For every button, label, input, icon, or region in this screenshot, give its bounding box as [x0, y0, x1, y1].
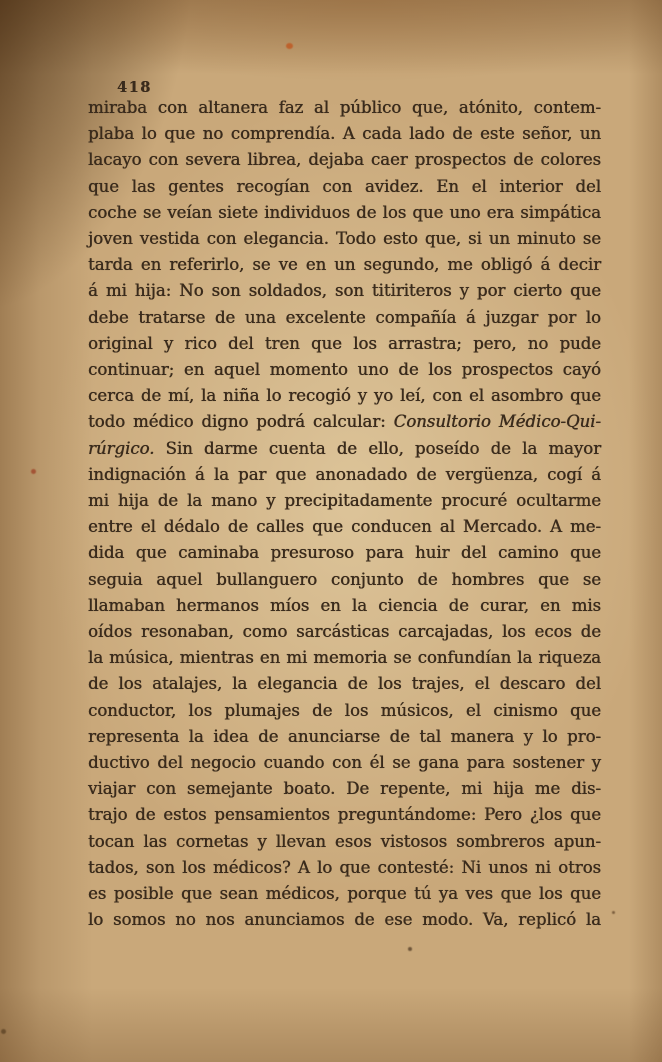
text-run: la música, mientras en mi memoria se confundían la riqueza	[88, 648, 601, 668]
text-line	[88, 383, 601, 409]
text-run: tarda en referirlo, se ve en un segundo, me obligó á decir	[88, 255, 601, 275]
text-run: dida que caminaba presuroso para huir del camino que	[88, 543, 601, 563]
stain-speck	[286, 43, 293, 49]
text-line	[88, 436, 601, 462]
text-line	[88, 200, 601, 226]
text-line	[88, 462, 601, 488]
text-line	[88, 645, 601, 671]
text-run: original y rico del tren que los arrastra; pero, no pude	[88, 333, 601, 353]
stain-speck	[408, 947, 412, 951]
text-run: Sin darme cuenta de ello, poseído de la mayor	[154, 438, 601, 458]
text-run: tocan las cornetas y llevan esos vistosos sombreros apun-	[88, 831, 601, 851]
page-text	[88, 95, 601, 934]
text-line	[88, 331, 601, 357]
text-run: ductivo del negocio cuando con él se gana para sostener y	[88, 753, 601, 773]
text-run: todo médico digno podrá calcular:	[88, 412, 394, 432]
text-line	[88, 252, 601, 278]
text-run: coche se veían siete individuos de los que uno era simpática	[88, 202, 601, 222]
text-line	[88, 619, 601, 645]
text-line	[88, 776, 601, 802]
text-line	[88, 95, 601, 121]
text-run: oídos resonaban, como sarcásticas carcajadas, los ecos de	[88, 622, 601, 642]
text-run: representa la idea de anunciarse de tal manera y lo pro-	[88, 726, 601, 746]
text-run: es posible que sean médicos, porque tú ya ves que los que	[88, 884, 601, 904]
text-line	[88, 121, 601, 147]
italic-text-run: rúrgico.	[88, 438, 155, 458]
text-run: á mi hija: No son soldados, son titiriteros y por cierto que	[88, 281, 601, 301]
text-run: que las gentes recogían con avidez. En el interior del	[88, 176, 601, 196]
text-run: llamaban hermanos míos en la ciencia de curar, en mis	[88, 595, 601, 615]
text-run: tados, son los médicos? A lo que contesté: Ni unos ni otros	[88, 857, 601, 877]
text-run: mi hija de la mano y precipitadamente procuré ocultarme	[88, 491, 601, 511]
text-run: lo somos no nos anunciamos de ese modo. Va, replicó la	[88, 910, 601, 930]
text-line	[88, 907, 601, 933]
text-line	[88, 802, 601, 828]
text-line	[88, 593, 601, 619]
text-run: viajar con semejante boato. De repente, mi hija me dis-	[88, 779, 601, 799]
text-line	[88, 671, 601, 697]
text-line	[88, 540, 601, 566]
text-run: continuar; en aquel momento uno de los prospectos cayó	[88, 360, 601, 380]
text-line	[88, 881, 601, 907]
text-line	[88, 409, 601, 435]
text-run: trajo de estos pensamientos preguntándome: Pero ¿los que	[88, 805, 601, 825]
text-line	[88, 514, 601, 540]
text-run: lacayo con severa librea, dejaba caer prospectos de colores	[88, 150, 601, 170]
text-line	[88, 567, 601, 593]
text-line	[88, 278, 601, 304]
text-line	[88, 357, 601, 383]
text-run: miraba con altanera faz al público que, atónito, contem-	[88, 98, 601, 117]
page-number: 418	[117, 79, 152, 96]
italic-text-run: Consultorio Médico-Qui-	[393, 412, 601, 432]
text-run: seguia aquel bullanguero conjunto de hombres que se	[88, 569, 601, 589]
text-line	[88, 226, 601, 252]
text-run: entre el dédalo de calles que conducen al Mercado. A me-	[88, 517, 601, 537]
stain-speck	[31, 469, 36, 474]
text-run: de los atalajes, la elegancia de los trajes, el descaro del	[88, 674, 601, 694]
text-line	[88, 488, 601, 514]
text-line	[88, 724, 601, 750]
text-line	[88, 750, 601, 776]
text-line	[88, 855, 601, 881]
text-line	[88, 147, 601, 173]
text-run: plaba lo que no comprendía. A cada lado de este señor, un	[88, 124, 601, 144]
stain-speck	[612, 911, 615, 914]
text-run: cerca de mí, la niña lo recogió y yo leí, con el asombro que	[88, 386, 601, 406]
text-line	[88, 698, 601, 724]
text-line	[88, 305, 601, 331]
text-line	[88, 829, 601, 855]
text-run: joven vestida con elegancia. Todo esto que, si un minuto se	[88, 229, 601, 249]
stain-speck	[1, 1029, 6, 1034]
text-run: debe tratarse de una excelente compañía á juzgar por lo	[88, 307, 601, 327]
text-run: indignación á la par que anonadado de vergüenza, cogí á	[88, 464, 601, 484]
text-run: conductor, los plumajes de los músicos, el cinismo que	[88, 700, 601, 720]
text-line	[88, 174, 601, 200]
